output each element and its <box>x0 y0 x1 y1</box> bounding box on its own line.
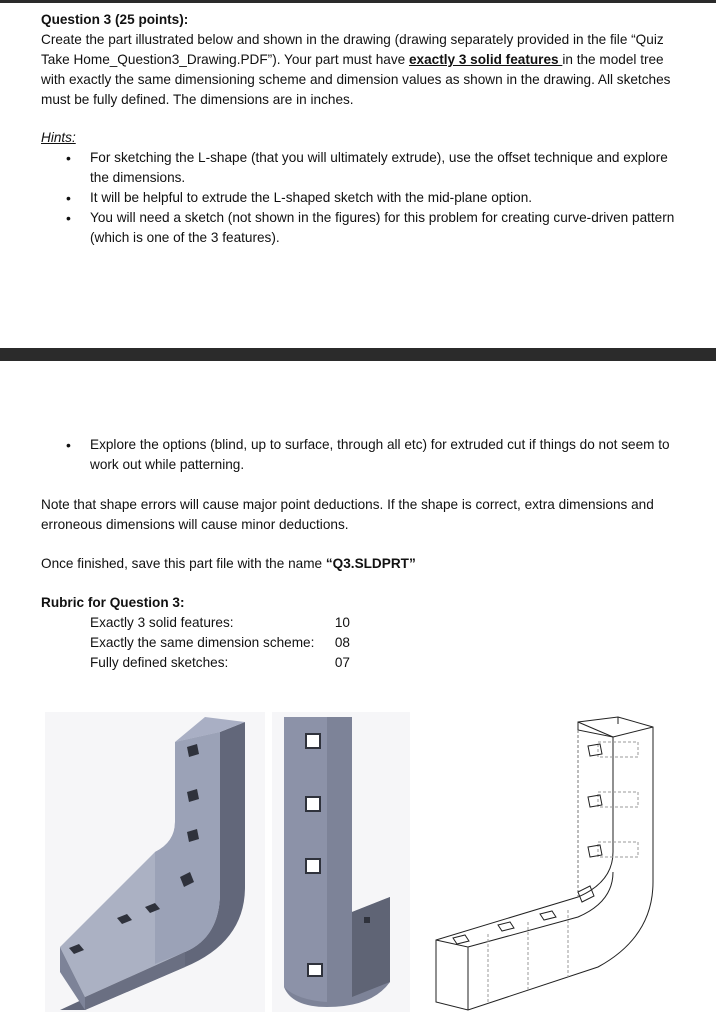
rubric-label: Exactly the same dimension scheme: <box>90 635 315 650</box>
part-front-image <box>272 712 410 1012</box>
rubric-points: 07 <box>334 655 350 670</box>
rubric-row <box>41 653 681 673</box>
note-block <box>41 495 681 535</box>
rubric-label: Exactly 3 solid features: <box>90 615 234 630</box>
hints-title: Hints: <box>41 130 76 145</box>
save-filename: “Q3.SLDPRT” <box>325 556 416 571</box>
save-text <box>41 554 681 574</box>
part-wireframe-view <box>428 712 668 1012</box>
save-text-1: Once finished, save this part file with the name <box>41 556 326 571</box>
question-intro <box>41 30 681 110</box>
hints-block <box>41 128 681 248</box>
question-title: Question 3 (25 points): <box>41 12 189 27</box>
note-text: Note that shape errors will cause major point deductions. If the shape is correct, extra dimensions and erroneous dimensions will cause minor deductions. <box>41 497 654 532</box>
rubric-row <box>41 613 681 633</box>
page-break <box>0 348 716 361</box>
intro-emphasis: exactly 3 solid features <box>408 52 563 67</box>
hints-list <box>41 148 681 248</box>
rubric-block <box>41 593 681 673</box>
intro-text-2: in the model tree with exactly the same dimensioning scheme and dimension values as shown in the drawing. All sketches must be fully defined. The dimensions are in inches. <box>41 52 671 107</box>
save-block <box>41 554 681 574</box>
intro-text-1: Create the part illustrated below and shown in the drawing (drawing separately provided in the file “Quiz Take Home_Question3_Drawing.PDF”). Your part must have <box>41 32 664 67</box>
hint-item: • It will be helpful to extrude the L-shaped sketch with the mid-plane option. <box>41 188 681 208</box>
hint-item: • Explore the options (blind, up to surface, through all etc) for extruded cut if things do not seem to work out while patterning. <box>41 435 681 475</box>
hint-item: • You will need a sketch (not shown in the figures) for this problem for creating curve-driven pattern (which is one of the 3 features). <box>41 208 681 248</box>
hints-list-continued <box>41 435 681 475</box>
hint-item: • For sketching the L-shape (that you will ultimately extrude), use the offset technique and explore the dimensions. <box>41 148 681 188</box>
part-front-view <box>272 712 410 1012</box>
hints-continued <box>41 435 681 475</box>
top-rule <box>0 0 716 3</box>
part-isometric-view <box>45 712 265 1012</box>
rubric-points: 10 <box>334 615 350 630</box>
rubric-points: 08 <box>334 635 350 650</box>
part-wireframe-image <box>428 712 668 1012</box>
part-isometric-image <box>45 712 265 1012</box>
question-block <box>41 10 681 110</box>
rubric-label: Fully defined sketches: <box>90 655 229 670</box>
rubric-title: Rubric for Question 3: <box>41 595 185 610</box>
rubric-row <box>41 633 681 653</box>
